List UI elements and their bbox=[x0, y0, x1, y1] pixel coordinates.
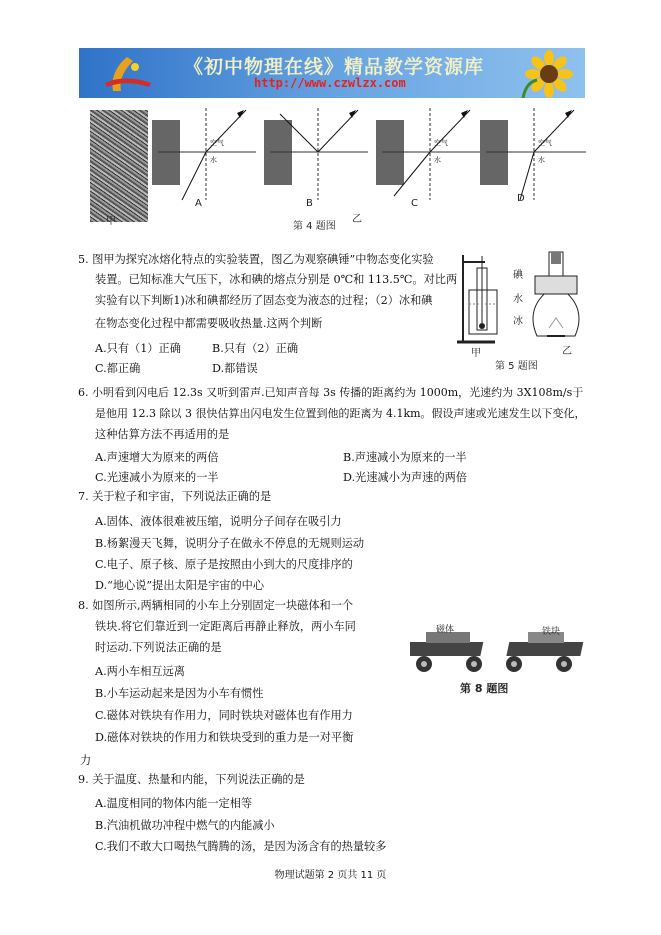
q9-option-b: B.汽油机做功冲程中燃气的内能减小 bbox=[95, 819, 275, 832]
q5-option-c: C.都正确 bbox=[95, 362, 141, 375]
figure-4-water-label-a: 水 bbox=[210, 156, 217, 164]
figure-4-option-c: C bbox=[411, 198, 418, 209]
figure-5-apparatus-yi bbox=[527, 250, 585, 350]
figure-4-option-b: B bbox=[306, 198, 313, 209]
q6-option-c: C.光速减小为原来的一半 bbox=[95, 471, 219, 484]
figure-4-option-a: A bbox=[195, 198, 202, 209]
figure-4-label-yi: 乙 bbox=[352, 214, 362, 225]
q8-option-d-continued: 力 bbox=[80, 754, 92, 767]
q5-option-b: B.只有（2）正确 bbox=[212, 342, 299, 355]
figure-4-air-label-a: 空气 bbox=[210, 139, 224, 147]
figure-4-caption: 第 4 题图 bbox=[293, 221, 336, 232]
q7-option-c: C.电子、原子核、原子是按照由小到大的尺度排序的 bbox=[95, 558, 353, 571]
figure-8-label-iron: 铁块 bbox=[542, 627, 561, 637]
figure-8-label-magnet: 磁体 bbox=[436, 625, 455, 635]
q8-option-b: B.小车运动起来是因为小车有惯性 bbox=[95, 687, 264, 700]
page-footer: 物理试题第 2 页共 11 页 bbox=[274, 870, 387, 881]
banner-url: http://www.czwlzx.com bbox=[254, 76, 406, 90]
q7-option-a: A.固体、液体很难被压缩，说明分子间存在吸引力 bbox=[95, 515, 342, 528]
sunflower-icon bbox=[509, 50, 579, 98]
header-banner bbox=[79, 48, 585, 98]
figure-4-panel-a bbox=[148, 100, 258, 210]
figure-8-caption: 第 8 题图 bbox=[460, 682, 509, 695]
q7-option-d: D.“地心说”提出太阳是宇宙的中心 bbox=[95, 579, 265, 592]
q9-option-c: C.我们不敢大口喝热气腾腾的汤，是因为汤含有的热量较多 bbox=[95, 840, 387, 853]
q5-line-4: 在物态变化过程中都需要吸收热量.这两个判断 bbox=[95, 317, 323, 330]
figure-4-label-jia: 甲 bbox=[106, 216, 116, 227]
figure-5-label-iodine: 碘 bbox=[513, 270, 523, 281]
figure-4-panel-b bbox=[260, 100, 370, 210]
figure-5-apparatus-jia bbox=[455, 250, 513, 350]
q7-line-1: 7. 关于粒子和宇宙，下列说法正确的是 bbox=[78, 490, 272, 503]
figure-4-photo-jia bbox=[90, 110, 148, 222]
figure-5 bbox=[455, 250, 585, 372]
q5-option-d: D.都错误 bbox=[212, 362, 258, 375]
q9-option-a: A.温度相同的物体内能一定相等 bbox=[95, 797, 253, 810]
figure-8 bbox=[410, 620, 590, 698]
figure-4-panel-c bbox=[372, 100, 482, 210]
q8-line-1: 8. 如图所示,两辆相同的小车上分别固定一块磁体和一个 bbox=[78, 599, 354, 612]
banner-title: 《初中物理在线》精品教学资源库 bbox=[184, 56, 485, 78]
figure-4-option-d: D bbox=[517, 193, 525, 204]
q5-line-1: 5. 图甲为探究冰熔化特点的实验装置，图乙为观察碘锤”中物态变化实验 bbox=[78, 253, 434, 266]
figure-5-label-yi: 乙 bbox=[562, 346, 572, 357]
figure-4 bbox=[88, 100, 588, 232]
q8-line-2: 铁块.将它们靠近到一定距离后再静止释放，两小车同 bbox=[95, 620, 356, 633]
figure-5-label-ice: 冰 bbox=[513, 316, 523, 327]
figure-4-air-label-d: 空气 bbox=[538, 139, 552, 147]
q5-line-3: 实验有以下判断1)冰和碘都经历了固态变为液态的过程；（2）冰和碘 bbox=[95, 294, 433, 307]
q6-line-2: 是他用 12.3 除以 3 很快估算出闪电发生位置到他的距离为 4.1km。假设声速或光速发生以下变化， bbox=[95, 407, 586, 420]
figure-5-caption: 第 5 题图 bbox=[495, 361, 538, 372]
q9-line-1: 9. 关于温度、热量和内能，下列说法正确的是 bbox=[78, 773, 305, 786]
figure-4-panel-d bbox=[476, 100, 588, 210]
q6-option-a: A.声速增大为原来的两倍 bbox=[95, 451, 219, 464]
site-logo-icon bbox=[97, 53, 157, 95]
q6-line-1: 6. 小明看到闪电后 12.3s 又听到雷声.已知声音每 3s 传播的距离约为 1000m，光速约为 3X108m/s于 bbox=[78, 386, 584, 399]
q6-option-d: D.光速减小为声速的两倍 bbox=[343, 471, 468, 484]
q8-option-d: D.磁体对铁块的作用力和铁块受到的重力是一对平衡 bbox=[95, 731, 354, 744]
figure-5-label-water: 水 bbox=[513, 294, 523, 305]
q5-line-2: 装置。已知标准大气压下，冰和碘的熔点分别是 0℃和 113.5℃。对比两 bbox=[95, 273, 458, 286]
q6-option-b: B.声速减小为原来的一半 bbox=[343, 451, 467, 464]
figure-4-air-label-c: 空气 bbox=[434, 139, 448, 147]
q8-line-3: 时运动.下列说法正确的是 bbox=[95, 641, 222, 654]
q5-option-a: A.只有（1）正确 bbox=[95, 342, 181, 355]
q8-option-a: A.两小车相互远离 bbox=[95, 665, 185, 678]
figure-5-label-jia: 甲 bbox=[471, 348, 481, 359]
q8-option-c: C.磁体对铁块有作用力，同时铁块对磁体也有作用力 bbox=[95, 709, 353, 722]
q7-option-b: B.杨絮漫天飞舞，说明分子在做永不停息的无规则运动 bbox=[95, 537, 365, 550]
figure-4-water-label-d: 水 bbox=[538, 156, 545, 164]
figure-4-water-label-c: 水 bbox=[434, 156, 441, 164]
q6-line-3: 这种估算方法不再适用的是 bbox=[95, 428, 230, 441]
